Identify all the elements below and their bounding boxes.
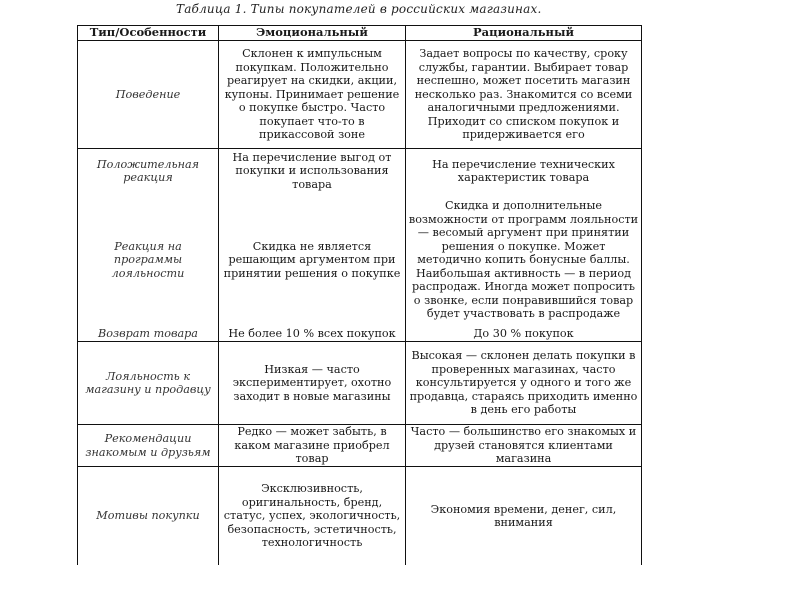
row-label: Возврат товара <box>78 327 219 342</box>
emotional-cell: Склонен к импульсным покупкам. Положительно реагирует на скидки, акции, купоны. Принимает решение о покупке быстро. Часто покупает что-то в прикассовой зоне <box>219 41 406 149</box>
header-feature: Тип/Особенности <box>78 26 219 41</box>
header-rational: Рациональный <box>406 26 642 41</box>
emotional-cell: Не более 10 % всех покупок <box>219 327 406 342</box>
table-row <box>78 342 642 425</box>
table-row <box>78 193 642 327</box>
rational-cell: На перечисление технических характеристик товара <box>406 149 642 194</box>
row-label: Поведение <box>78 41 219 149</box>
row-label: Рекомендации знакомым и друзьям <box>78 425 219 467</box>
table-header-row <box>78 26 642 41</box>
rational-cell: До 30 % покупок <box>406 327 642 342</box>
emotional-cell: Скидка не является решающим аргументом при принятии решения о покупке <box>219 193 406 327</box>
emotional-cell: Эксклюзивность, оригинальность, бренд, статус, успех, экологичность, безопасность, эстетичность, технологичность <box>219 467 406 566</box>
rational-cell: Скидка и дополнительные возможности от программ лояльности — весомый аргумент при принятии решения о покупке. Может методично копить бонусные баллы. Наибольшая активность — в период распродаж. Иногда может попросить о звонке, если понравившийся товар будет участвовать в распродаже <box>406 193 642 327</box>
buyer-types-table <box>77 25 642 565</box>
table-row <box>78 41 642 149</box>
rational-cell: Экономия времени, денег, сил, внимания <box>406 467 642 566</box>
rational-cell: Часто — большинство его знакомых и друзей становятся клиентами магазина <box>406 425 642 467</box>
row-label: Лояльность к магазину и продавцу <box>78 342 219 425</box>
table-row <box>78 327 642 342</box>
table-row <box>78 425 642 467</box>
table-row <box>78 149 642 194</box>
emotional-cell: На перечисление выгод от покупки и использования товара <box>219 149 406 194</box>
row-label: Положительная реакция <box>78 149 219 194</box>
table-caption: Таблица 1. Типы покупателей в российских магазинах. <box>176 2 542 16</box>
row-label: Реакция на программы лояльности <box>78 193 219 327</box>
emotional-cell: Редко — может забыть, в каком магазине приобрел товар <box>219 425 406 467</box>
row-label: Мотивы покупки <box>78 467 219 566</box>
emotional-cell: Низкая — часто экспериментирует, охотно заходит в новые магазины <box>219 342 406 425</box>
header-emotional: Эмоциональный <box>219 26 406 41</box>
table-row <box>78 467 642 566</box>
rational-cell: Задает вопросы по качеству, сроку службы, гарантии. Выбирает товар неспешно, может посетить магазин несколько раз. Знакомится со всеми аналогичными предложениями. Приходит со списком покупок и придерживается его <box>406 41 642 149</box>
rational-cell: Высокая — склонен делать покупки в проверенных магазинах, часто консультируется у одного и того же продавца, стараясь приходить именно в день его работы <box>406 342 642 425</box>
